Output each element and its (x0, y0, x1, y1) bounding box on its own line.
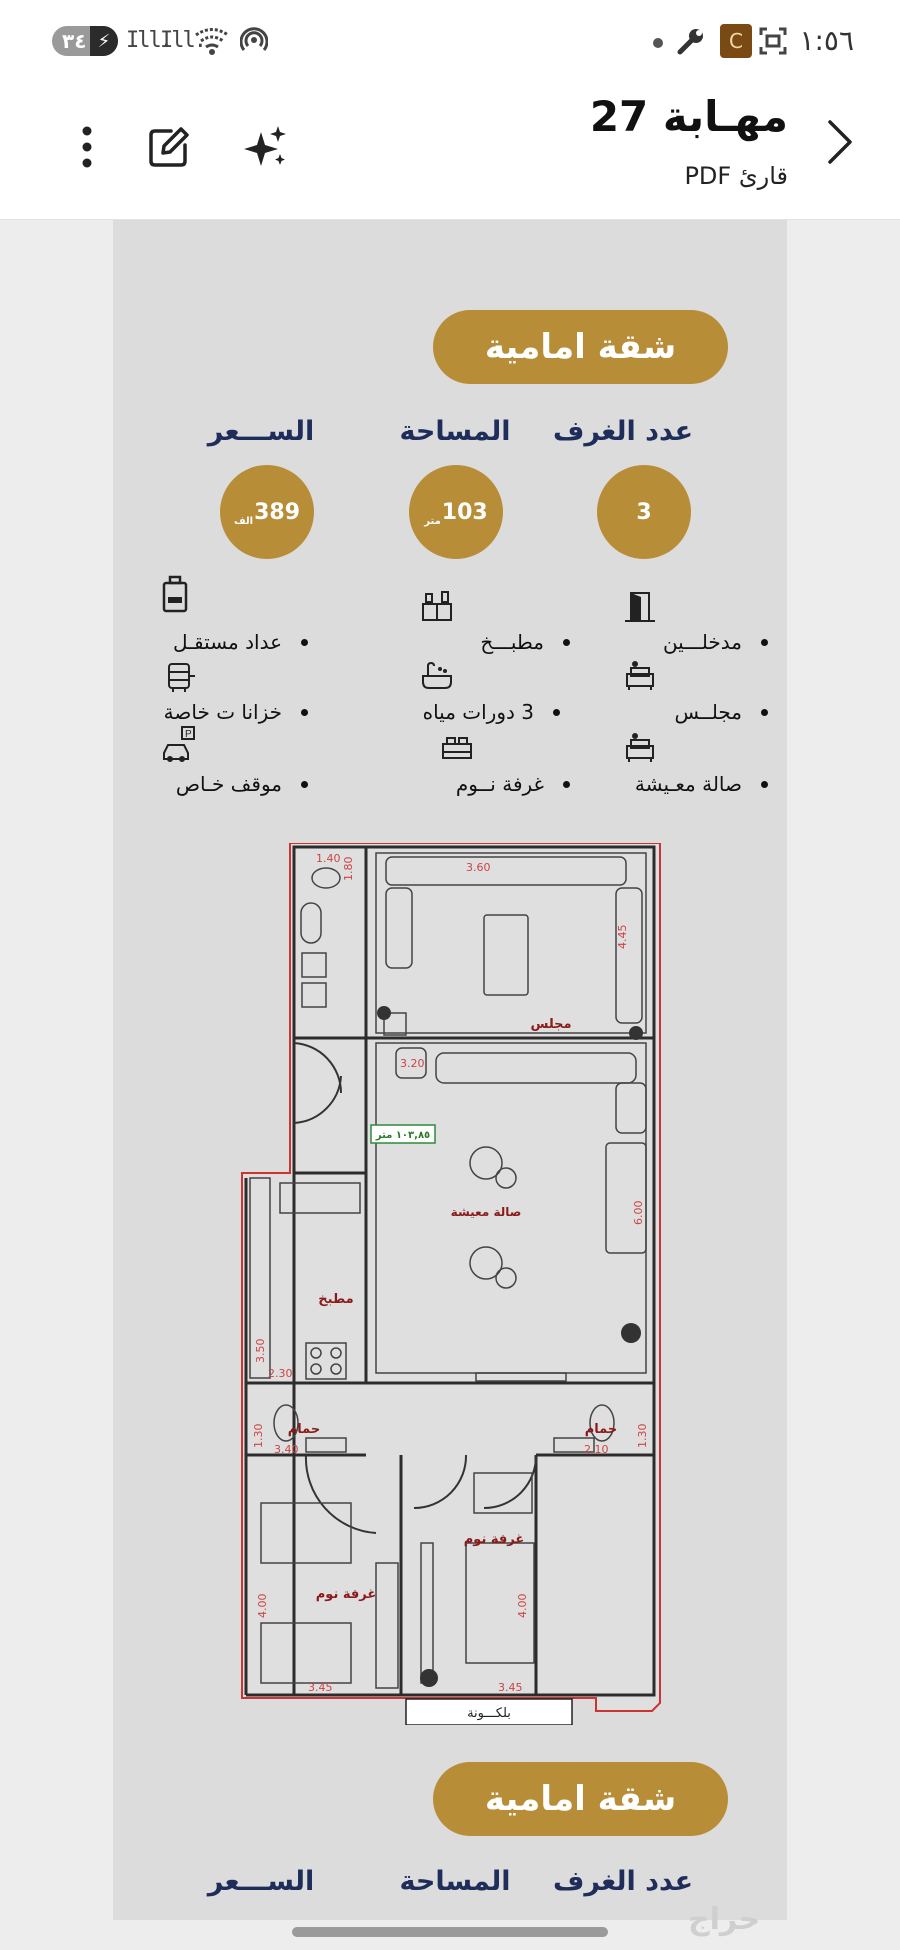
bullet (563, 639, 570, 646)
feature-item (380, 590, 570, 660)
bullet (563, 781, 570, 788)
feature-label: عداد مستقـل (173, 630, 282, 654)
dimension-label: 4.45 (616, 924, 629, 949)
price-heading: الســـعر (207, 1866, 315, 1897)
kitchen-icon (420, 590, 454, 624)
rooms-count-badge (597, 465, 691, 559)
price-badge (220, 465, 314, 559)
screenshot-icon (758, 26, 788, 63)
bullet (301, 781, 308, 788)
price-heading: الســـعر (207, 416, 315, 447)
dimension-label: 3.50 (254, 1338, 267, 1363)
notification-dot (653, 38, 663, 48)
door-icon (623, 590, 657, 624)
balcony-label: بلكـــونة (467, 1706, 511, 1721)
clock: ١:٥٦ (799, 24, 854, 57)
feature-label: 3 دورات مياه (422, 700, 534, 724)
battery-indicator (52, 26, 118, 56)
floor-plan (236, 843, 672, 1725)
dimension-label: 1.30 (636, 1423, 649, 1448)
area-unit: متر (424, 516, 441, 527)
feature-label: صالة معـيشة (634, 772, 742, 796)
bullet (761, 781, 768, 788)
feature-item (578, 590, 768, 660)
bed-icon (440, 732, 474, 766)
dimension-label: 3.20 (400, 1057, 425, 1070)
bullet (301, 709, 308, 716)
sofa-icon (623, 660, 657, 694)
feature-label: مجلــس (674, 700, 742, 724)
document-title: مهـابة 27 (589, 92, 788, 141)
room-label: غرفة نوم (315, 1587, 377, 1602)
rooms-count-value: 3 (636, 499, 652, 525)
dimension-label: 4.00 (516, 1593, 529, 1618)
dimension-label: 3.60 (466, 861, 491, 874)
wrench-icon (676, 26, 706, 63)
rooms-count-heading: عدد الغرف (552, 1866, 694, 1897)
edit-icon (147, 125, 191, 169)
room-label: حمام (287, 1422, 321, 1437)
ai-assist-button[interactable] (240, 122, 290, 172)
edit-button[interactable] (144, 122, 194, 172)
watermark-brand: حراج (688, 1902, 761, 1937)
feature-label: مدخلـــين (662, 630, 742, 654)
signal-icon: Ill. (126, 28, 171, 53)
sparkle-icon (242, 124, 288, 170)
dimension-label: 2.10 (584, 1443, 609, 1456)
feature-item (118, 725, 308, 802)
feature-item (380, 732, 570, 802)
hotspot-icon (240, 26, 268, 61)
area-badge (409, 465, 503, 559)
feature-label: موقف خـاص (175, 772, 282, 796)
price-unit: الف (233, 516, 254, 527)
dimension-label: 2.30 (268, 1367, 293, 1380)
dimension-label: 6.00 (632, 1200, 645, 1225)
charging-icon: ⚡ (90, 26, 118, 56)
area-tag: ١٠٣,٨٥ متر (375, 1130, 431, 1141)
water-tank-icon (163, 660, 197, 694)
feature-item (118, 660, 308, 730)
chevron-right-icon (826, 118, 854, 166)
bullet (761, 639, 768, 646)
dimension-label: 3.45 (308, 1681, 333, 1694)
app-notification-icon: C (720, 24, 752, 58)
more-options-button[interactable] (62, 122, 112, 172)
rooms-count-heading: عدد الغرف (552, 416, 694, 447)
feature-item (118, 575, 308, 660)
svg-text:P: P (185, 729, 192, 740)
area-heading: المساحة (399, 416, 511, 447)
area-value: 103 (441, 499, 488, 525)
room-label: حمام (584, 1422, 618, 1437)
app-bar (0, 84, 900, 220)
room-label: غرفة نوم (463, 1532, 525, 1547)
dimension-label: 4.00 (256, 1593, 269, 1618)
dimension-label: 3.45 (498, 1681, 523, 1694)
wifi-icon (194, 26, 230, 62)
room-label: صالة معيشة (450, 1205, 522, 1219)
price-value: 389 (254, 499, 301, 525)
dimension-label: 1.40 (316, 852, 341, 865)
meter-icon (160, 575, 190, 615)
dimension-label: 3.40 (274, 1443, 299, 1456)
section-banner: شقة امامية (433, 310, 728, 384)
feature-item (370, 660, 560, 730)
feature-label: خزانا ت خاصة (163, 700, 282, 724)
dimension-label: 1.80 (342, 856, 355, 881)
sofa-icon (623, 732, 657, 766)
room-label: مطبخ (318, 1292, 354, 1307)
feature-item (578, 732, 768, 802)
home-indicator[interactable] (292, 1927, 608, 1937)
feature-item (578, 660, 768, 730)
feature-label: غرفة نــوم (455, 772, 544, 796)
signal-icon: Ill. (160, 28, 205, 53)
bullet (553, 709, 560, 716)
section-banner: شقة امامية (433, 1762, 728, 1836)
status-bar (0, 0, 900, 84)
back-button[interactable] (820, 112, 860, 172)
battery-level: ٣٤ (62, 29, 87, 53)
bullet (761, 709, 768, 716)
bullet (301, 639, 308, 646)
feature-label: مطبـــخ (480, 630, 544, 654)
room-label: مجلس (530, 1017, 572, 1032)
dimension-label: 1.30 (252, 1423, 265, 1448)
area-heading: المساحة (399, 1866, 511, 1897)
document-subtitle: قارئ PDF (684, 162, 788, 190)
more-vertical-icon (81, 125, 93, 169)
parking-icon (160, 725, 198, 765)
bathtub-icon (420, 660, 454, 694)
